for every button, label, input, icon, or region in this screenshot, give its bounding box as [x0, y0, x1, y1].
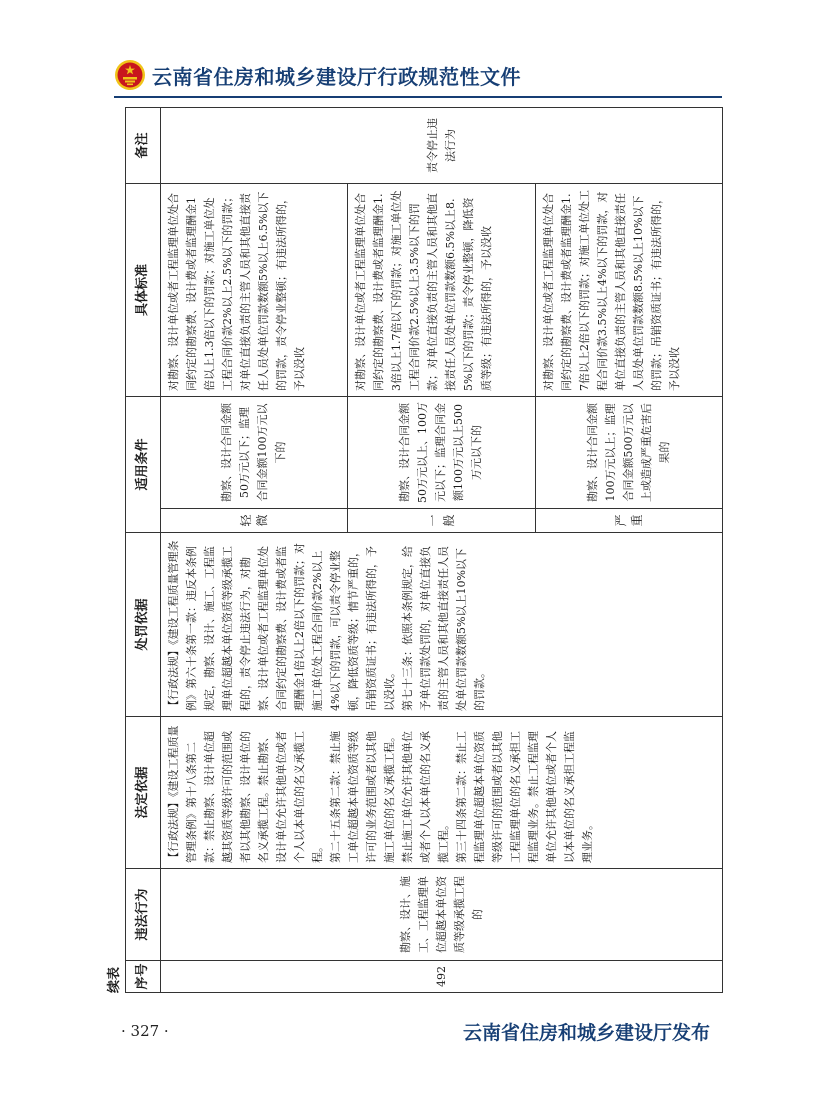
condition-cell-general: 勘察、设计合同金额50万元以上、100万元以下；监理合同金额100万元以上500万元以下的: [348, 396, 535, 508]
national-emblem-icon: [114, 59, 146, 91]
legal-basis-cell: [161, 717, 723, 869]
page-number: · 327 ·: [121, 1022, 169, 1040]
severity-level-general: 一般: [348, 509, 535, 533]
severity-level-minor: 轻微: [161, 509, 348, 533]
penalty-basis-paragraph: 【行政法规】《建设工程质量管理条例》第六十条第一款：违反本条例规定，勘察、设计、施工、工程监理单位超越本单位资质等级承揽工程的，责令停止违法行为，对勘察、设计单位或者工程监理单位处合同约定的勘察费、设计费或者监理酬金1倍以上2倍以下的罚款；对施工单位处工程合同价款2%以上4%以下的罚款，可以责令停业整顿，降低资质等级；情节严重的，吊销资质证书；有违法所得的，予以没收。: [167, 540, 396, 711]
page-header: [114, 55, 722, 95]
remark-cell: 责令停止违法行为: [161, 107, 723, 183]
condition-cell-minor: 勘察、设计合同金额50万元以下；监理合同金额100万元以下的: [161, 396, 348, 508]
col-header-remark: 备注: [126, 107, 161, 183]
legal-basis-paragraph: 【行政法规】《建设工程质量管理条例》第十八条第二款：禁止勘察、设计单位超越其资质等级许可的范围或者以其他勘察、设计单位的名义承揽工程。禁止勘察、设计单位允许其他单位或者个人以本单位的名义承揽工程。: [167, 725, 324, 863]
seq-cell: 492: [161, 961, 723, 993]
severity-level-serious: 严重: [535, 509, 722, 533]
continued-label: 续表: [107, 966, 122, 993]
violation-cell: 勘察、设计、施工、工程监理单位超越本单位资质等级承揽工程的: [161, 869, 723, 961]
rotated-table-block: [107, 108, 723, 993]
standard-cell-minor: 对勘察、设计单位或者工程监理单位处合同约定的勘察费、设计费或者监理酬金1倍以上1.3倍以下的罚款；对施工单位处工程合同价款2%以上2.5%以下的罚款；对单位直接负责的主管人员和其他直接责任人员处单位罚款数额5%以上6.5%以下的罚款，责令停业整顿；有违法所得的，予以没收: [161, 183, 348, 396]
penalty-discretion-table: [125, 107, 723, 993]
penalty-basis-paragraph: 第七十三条：依照本条例规定，给予单位罚款处罚的，对单位直接负责的主管人员和其他直接责任人员处单位罚款数额5%以上10%以下的罚款。: [401, 546, 486, 711]
standard-cell-general: 对勘察、设计单位或者工程监理单位处合同约定的勘察费、设计费或者监理酬金1.3倍以上1.7倍以下的罚款；对施工单位处工程合同价款2.5%以上3.5%以下的罚款；对单位直接负责的主管人员和其他直接责任人员处单位罚款数额6.5%以上8.5%以下的罚款；责令停业整顿，降低资质等级；有违法所得的，予以没收: [348, 183, 535, 396]
col-header-seq: 序号: [126, 961, 161, 993]
standard-cell-serious: 对勘察、设计单位或者工程监理单位处合同约定的勘察费、设计费或者监理酬金1.7倍以上2倍以下的罚款；对施工单位处工程合同价款3.5%以上4%以下的罚款，对单位直接负责的主管人员和其他直接责任人员处单位罚款数额8.5%以上10%以下的罚款；吊销资质证书；有违法所得的，予以没收: [535, 183, 722, 396]
col-header-condition: 适用条件: [126, 396, 161, 532]
penalty-basis-cell: [161, 533, 723, 717]
header-divider: [114, 96, 722, 98]
footer-publisher: 云南省住房和城乡建设厅发布: [462, 1022, 710, 1044]
col-header-violation: 违法行为: [126, 869, 161, 961]
legal-basis-paragraph: 第二十五条第二款：禁止施工单位超越本单位资质等级许可的业务范围或者以其他施工单位的名义承揽工程。禁止施工单位允许其他单位或者个人以本单位的名义承揽工程。: [329, 731, 450, 863]
document-header-title: 云南省住房和城乡建设厅行政规范性文件: [152, 65, 521, 89]
col-header-legal-basis: 法定依据: [126, 717, 161, 869]
table-row: [161, 107, 348, 992]
condition-cell-serious: 勘察、设计合同金额100万元以上；监理合同金额500万元以上或造成严重危害后果的: [535, 396, 722, 508]
col-header-standard: 具体标准: [126, 183, 161, 396]
legal-basis-paragraph: 第三十四条第二款：禁止工程监理单位超越本单位资质等级许可的范围或者以其他工程监理单位的名义承担工程监理业务。禁止工程监理单位允许其他单位或者个人以本单位的名义承担工程监理业务。: [455, 731, 594, 863]
table-header-row: [126, 107, 161, 992]
col-header-penalty-basis: 处罚依据: [126, 533, 161, 717]
